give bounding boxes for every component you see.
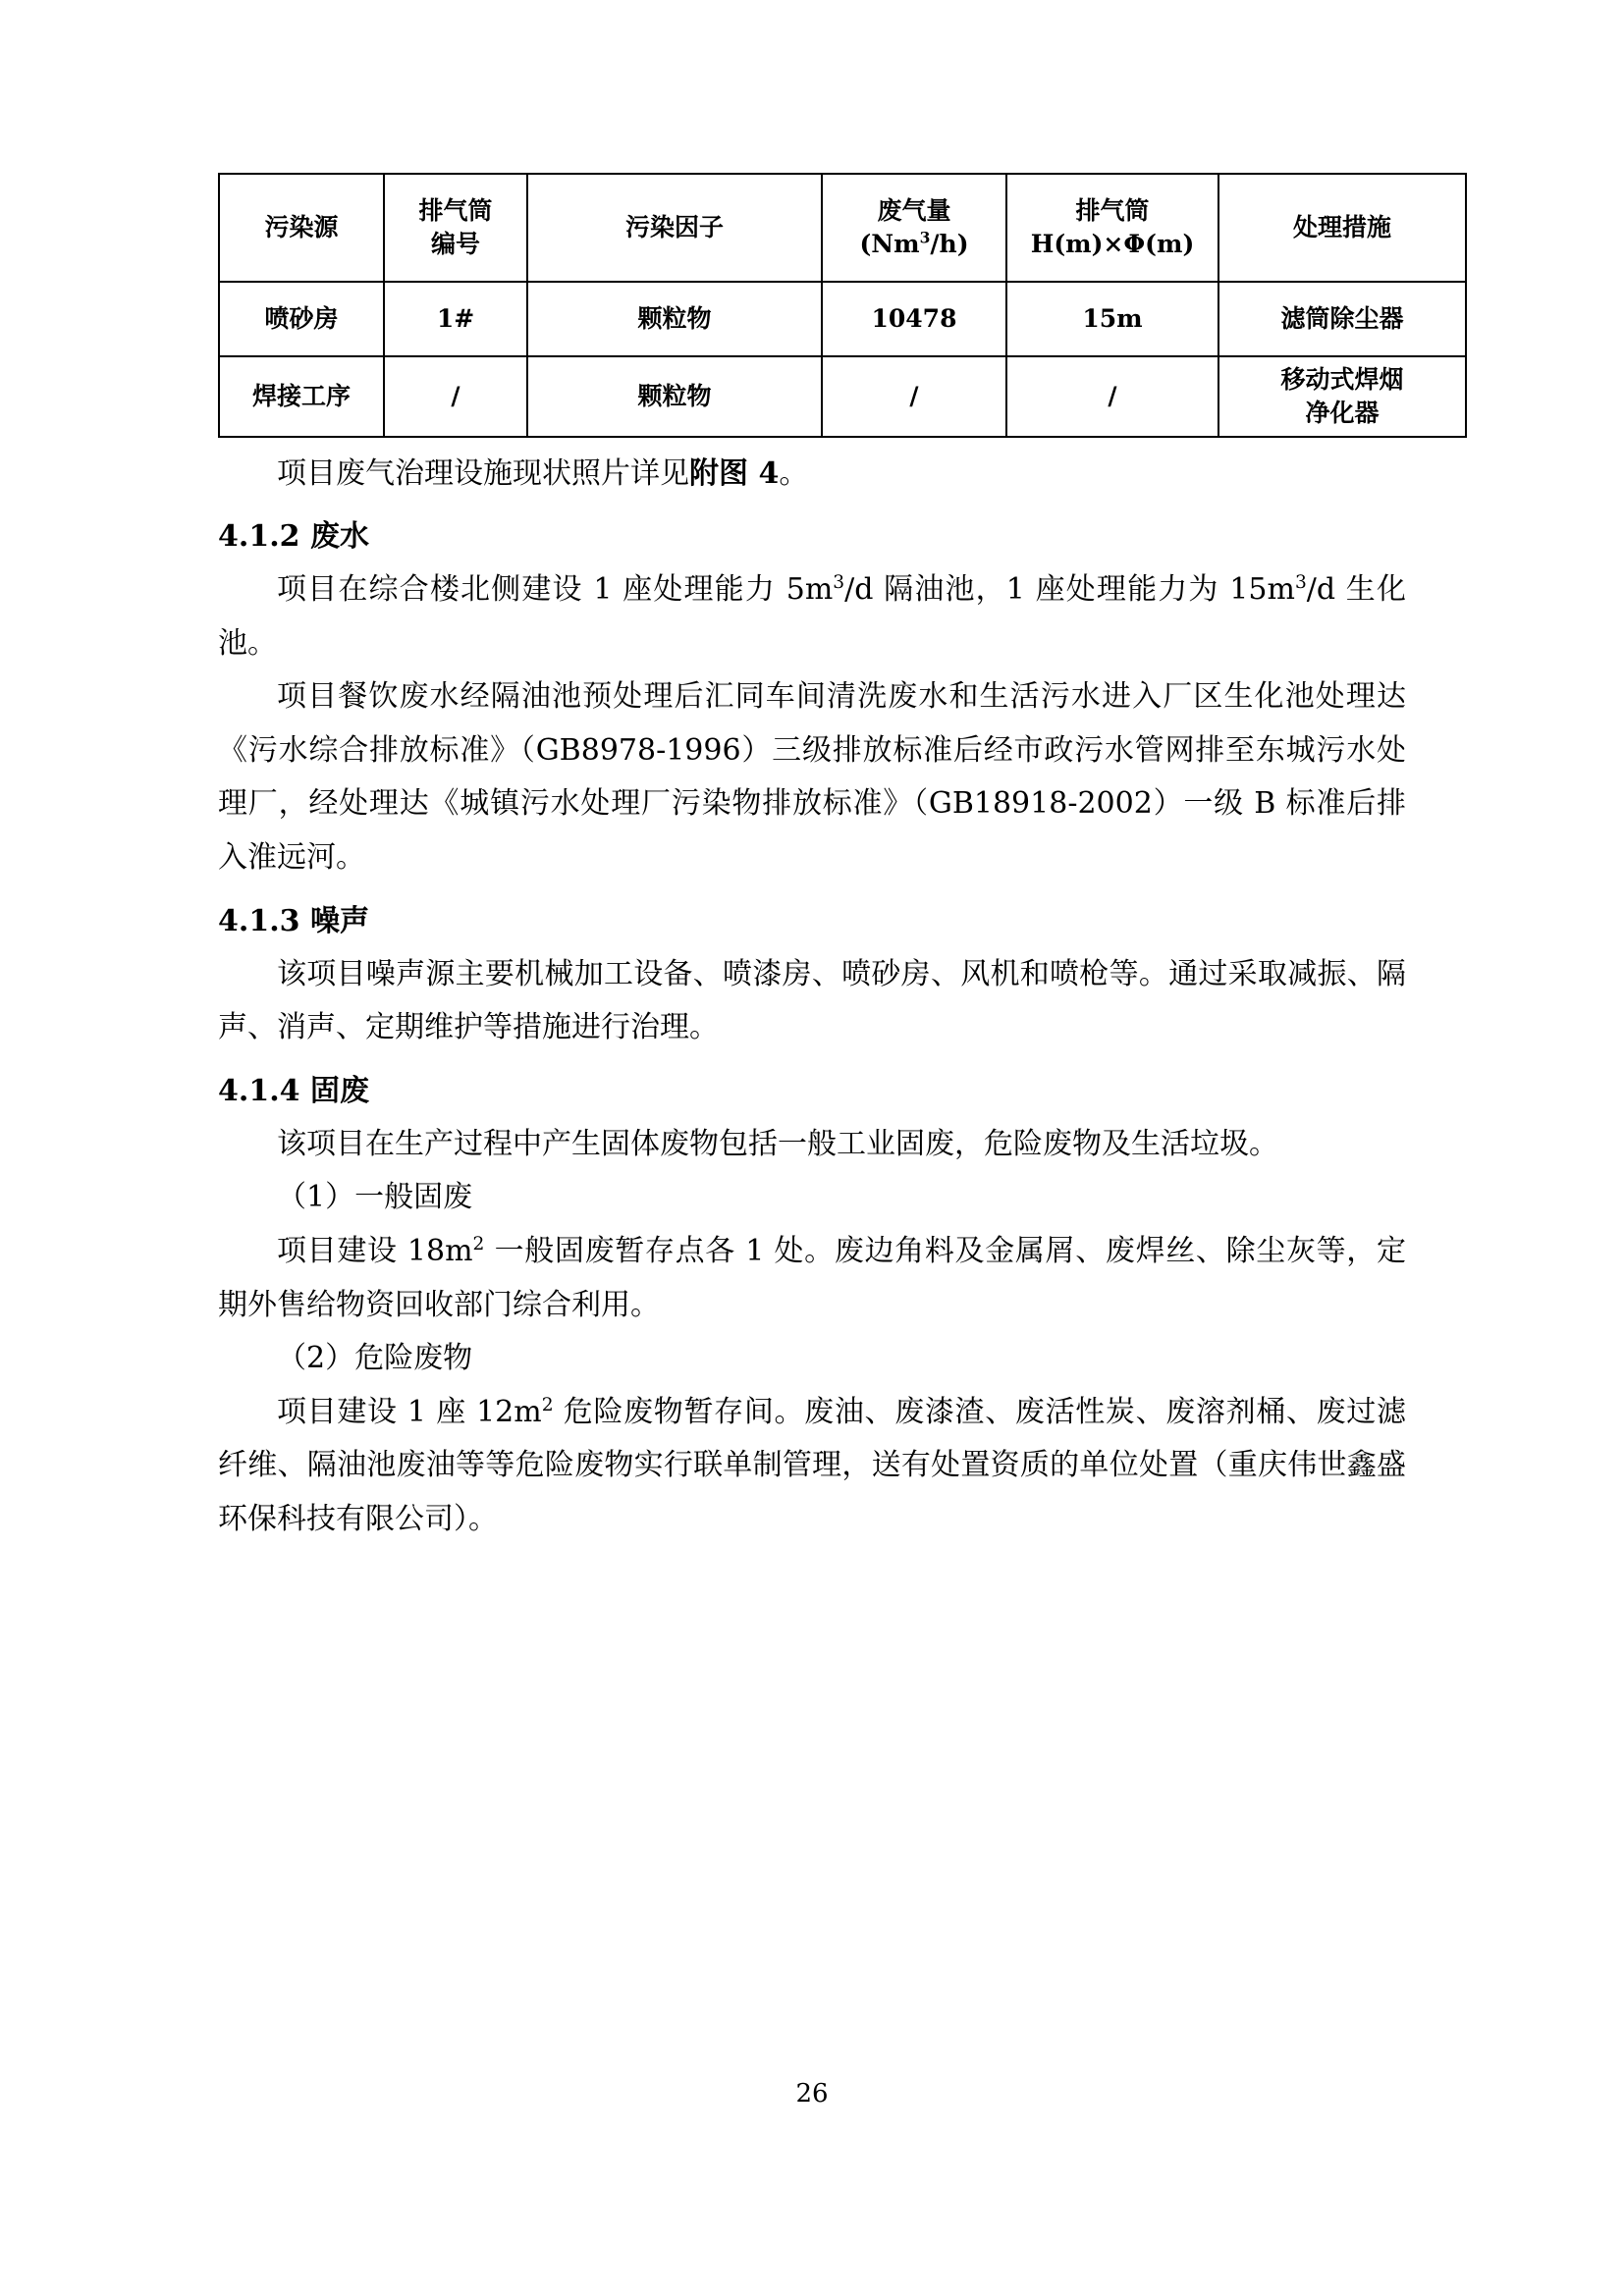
emissions-table [218,173,1467,438]
ww-cap-sup-1: 3 [833,572,845,594]
header-treatment-measure: 处理措施 [1218,174,1466,282]
header-gas-volume-unit-post: /h) [930,230,969,258]
cell-measure-line1: 移动式焊烟 [1280,365,1404,394]
header-gas-volume-line1: 废气量 [877,196,951,226]
cell-factor: 颗粒物 [527,282,822,356]
header-stack-dimensions-line1: 排气筒 [1075,196,1150,226]
paragraph-photo-reference [218,448,1406,502]
paragraph-hazardous-waste-label: （2）危险废物 [277,1341,473,1376]
header-stack-dimensions-line2: H(m)×Φ(m) [1030,230,1195,258]
photo-ref-figure: 附图 4 [689,455,780,491]
cell-source: 焊接工序 [219,356,384,437]
table-row [219,356,1466,437]
header-gas-volume [822,174,1006,282]
cell-measure [1218,356,1466,437]
paragraph-wastewater-capacity [218,563,1406,670]
ww-cap-part-d: /d 生化池。 [218,572,1406,661]
cell-measure: 滤筒除尘器 [1218,282,1466,356]
header-stack-number-line2: 编号 [430,230,480,258]
hw-part-a: 项目建设 1 座 12m [277,1394,542,1429]
cell-factor: 颗粒物 [527,356,822,437]
ww-cap-part-b: /d 隔油池，1 座处理能 [844,572,1159,608]
table-row [219,282,1466,356]
paragraph-solid-waste-intro: 该项目在生产过程中产生固体废物包括一般工业固废，危险废物及生活垃圾。 [277,1126,1278,1161]
ww-cap-sup-2: 3 [1294,572,1307,594]
paragraph-general-solid-waste-label: （1）一般固废 [277,1180,473,1215]
header-stack-number-line1: 排气筒 [418,196,493,226]
gsw-sup: 2 [472,1234,485,1255]
paragraph-noise: 该项目噪声源主要机械加工设备、喷漆房、喷砂房、风机和喷枪等。通过采取减振、隔声、消声、定期维护等措施进行治理。 [218,956,1406,1045]
photo-ref-period: 。 [779,455,809,491]
hw-part-b: 危险废物暂存间。废油、废漆渣、废活性炭、废溶剂桶、废过滤纤维、隔油池废油等等危险废物实行联单制管理，送有处置资质的单位处置（重庆伟世鑫盛环保科技有限公司）。 [218,1394,1406,1536]
paragraph-hazardous-waste-detail [218,1386,1406,1547]
paragraph-general-solid-waste-detail [218,1225,1406,1332]
cell-stack-dimensions: / [1006,356,1218,437]
heading-4-1-2: 4.1.2 废水 [218,519,369,555]
cell-stack-dimensions: 15m [1006,282,1218,356]
header-pollution-source: 污染源 [219,174,384,282]
hw-sup: 2 [541,1394,554,1415]
heading-4-1-3: 4.1.3 噪声 [218,903,369,938]
cell-source: 喷砂房 [219,282,384,356]
cell-volume: 10478 [822,282,1006,356]
gsw-part-b: 一般固废暂存点各 1 处。废边角料及金属屑、废焊丝、除尘灰等，定期外售给物资回收部门综合利用。 [218,1234,1406,1322]
table-header-row [219,174,1466,282]
ww-cap-part-c: 力为 15m [1158,572,1295,608]
page-number: 26 [795,2079,829,2109]
cell-stack-number: 1# [384,282,527,356]
header-stack-number [384,174,527,282]
heading-4-1-4: 4.1.4 固废 [218,1073,369,1108]
cell-measure-line2: 净化器 [1305,398,1380,427]
gsw-part-a: 项目建设 18m [277,1234,473,1269]
header-gas-volume-unit-sup: 3 [919,228,931,247]
paragraph-wastewater-discharge: 项目餐饮废水经隔油池预处理后汇同车间清洗废水和生活污水进入厂区生化池处理达《污水综合排放标准》（GB8978-1996）三级排放标准后经市政污水管网排至东城污水处理厂，经处理达《城镇污水处理厂污染物排放标准》（GB18918-2002）一级 B 标准后排入淮远河。 [218,679,1407,876]
photo-ref-text: 项目废气治理设施现状照片详见 [277,455,689,491]
header-stack-dimensions [1006,174,1218,282]
header-pollution-factor: 污染因子 [527,174,822,282]
cell-stack-number: / [384,356,527,437]
page-content [218,173,1406,1547]
header-gas-volume-unit-pre: (Nm [859,230,920,258]
ww-cap-part-a: 项目在综合楼北侧建设 1 座处理能力 5m [277,572,834,608]
cell-volume: / [822,356,1006,437]
